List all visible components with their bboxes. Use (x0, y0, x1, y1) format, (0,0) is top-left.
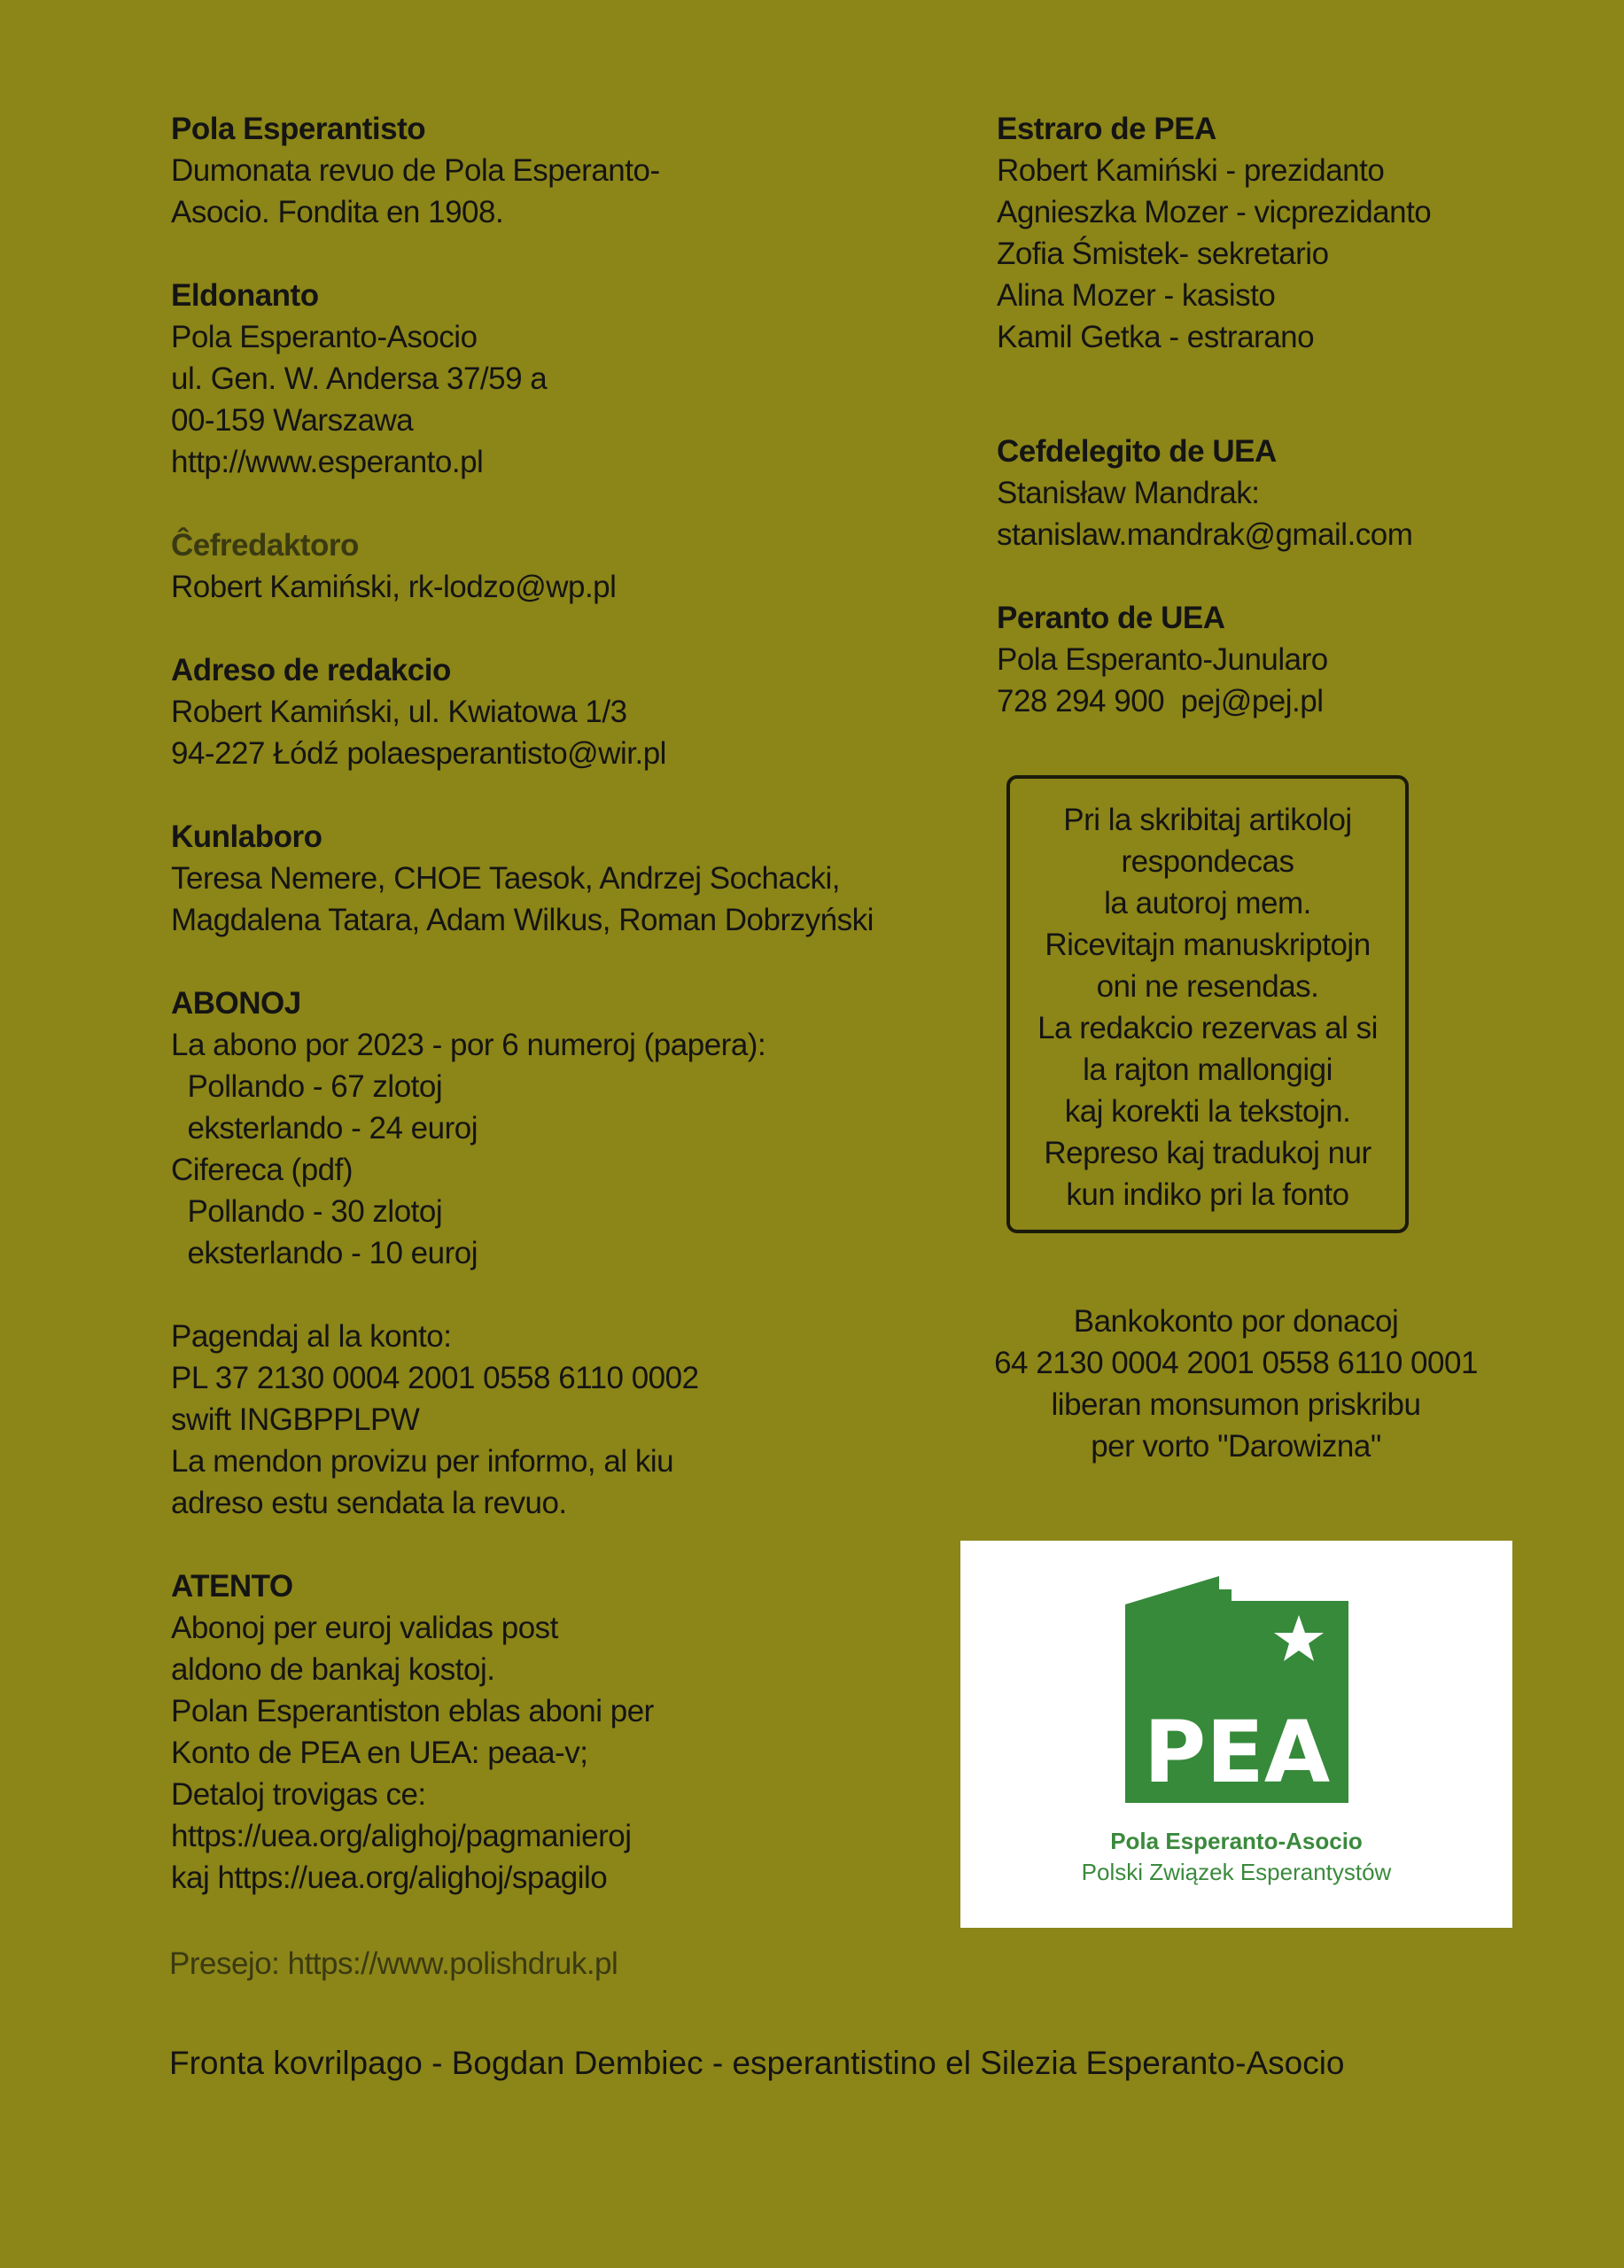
bank-line: Bankokonto por donacoj (1073, 1304, 1399, 1339)
magazine-title: Pola Esperantisto (171, 112, 426, 146)
board-section (997, 108, 1564, 358)
logo-org-name: Pola Esperanto-Asocio (1110, 1828, 1363, 1854)
subscriptions-heading: ABONOJ (171, 986, 301, 1021)
delegate-heading: Cefdelegito de UEA (997, 434, 1277, 469)
attention-section (171, 1565, 951, 1899)
publisher-line: ul. Gen. W. Andersa 37/59 a (171, 361, 548, 396)
collaborators-section (171, 816, 951, 941)
notice-line: kun indiko pri la fonto (1066, 1177, 1349, 1212)
board-member: Robert Kamiński - prezidanto (997, 153, 1385, 188)
publisher-section (171, 275, 951, 483)
publisher-line: 00-159 Warszawa (171, 403, 414, 438)
collaborators-line: Magdalena Tatara, Adam Wilkus, Roman Dobrzyński (171, 903, 874, 937)
masthead-line: Asocio. Fondita en 1908. (171, 195, 504, 229)
masthead-section (171, 108, 951, 233)
board-member: Kamil Getka - estrarano (997, 320, 1315, 354)
subscription-line: eksterlando - 10 euroj (171, 1236, 478, 1270)
subscription-line: La abono por 2023 - por 6 numeroj (papera): (171, 1028, 766, 1062)
subscription-line: Pollando - 30 zlotoj (171, 1194, 443, 1229)
delegate-section (997, 431, 1564, 555)
attention-line: Konto de PEA en UEA: peaa-v; (171, 1736, 588, 1770)
payment-line: Pagendaj al la konto: (171, 1319, 452, 1354)
payment-line: adreso estu sendata la revuo. (171, 1486, 567, 1520)
address-heading: Adreso de redakcio (171, 653, 451, 687)
subscription-line: Pollando - 67 zlotoj (171, 1069, 443, 1104)
delegate-line: Stanisław Mandrak: (997, 476, 1260, 510)
delegate-email: stanislaw.mandrak@gmail.com (997, 517, 1413, 552)
notice-line: Ricevitajn manuskriptojn (1045, 928, 1371, 962)
board-member: Alina Mozer - kasisto (997, 278, 1276, 313)
notice-line: La redakcio rezervas al si (1037, 1011, 1378, 1045)
cover-credit: Fronta kovrilpago - Bogdan Dembiec - esperantistino el Silezia Esperanto-Asocio (169, 2045, 1345, 2081)
peranto-line: Pola Esperanto-Junularo (997, 642, 1328, 677)
bank-line: per vorto "Darowizna" (1091, 1429, 1381, 1464)
payment-account: PL 37 2130 0004 2001 0558 6110 0002 (171, 1361, 699, 1395)
notice-line: la autoroj mem. (1104, 886, 1311, 920)
attention-line: Abonoj per euroj validas post (171, 1611, 558, 1645)
attention-line: Polan Esperantiston eblas aboni per (171, 1694, 654, 1728)
board-member: Agnieszka Mozer - vicprezidanto (997, 195, 1432, 229)
bank-line: liberan monsumon priskribu (1051, 1387, 1421, 1422)
peranto-contact: 728 294 900 pej@pej.pl (997, 684, 1324, 718)
board-heading: Estraro de PEA (997, 112, 1216, 146)
collaborators-heading: Kunlaboro (171, 819, 322, 854)
peranto-heading: Peranto de UEA (997, 601, 1225, 635)
editorial-notice-box (1006, 775, 1409, 1233)
bank-account-number: 64 2130 0004 2001 0558 6110 0001 (994, 1346, 1478, 1380)
payment-line: La mendon provizu per informo, al kiu (171, 1444, 674, 1479)
logo-org-subname: Polski Związek Esperantystów (1081, 1859, 1392, 1885)
board-member: Zofia Śmistek- sekretario (997, 237, 1329, 271)
subscriptions-section (171, 983, 951, 1274)
address-line: Robert Kamiński, ul. Kwiatowa 1/3 (171, 695, 627, 729)
right-column (997, 108, 1564, 722)
attention-line: aldono de bankaj kostoj. (171, 1652, 495, 1687)
peranto-section (997, 597, 1564, 722)
notice-line: la rajton mallongigi (1083, 1052, 1333, 1087)
payment-section (171, 1316, 951, 1524)
editor-heading: Ĉefredaktoro (171, 528, 359, 563)
editor-section (171, 524, 951, 608)
publisher-line: Pola Esperanto-Asocio (171, 320, 478, 354)
notice-line: kaj korekti la tekstojn. (1064, 1094, 1351, 1129)
address-section (171, 649, 951, 774)
payment-swift: swift INGBPPLPW (171, 1402, 420, 1437)
attention-link: https://uea.org/alighoj/pagmanieroj (171, 1819, 632, 1853)
subscription-line: Cifereca (pdf) (171, 1153, 354, 1187)
notice-line: respondecas (1121, 844, 1294, 879)
notice-line: oni ne resendas. (1096, 969, 1319, 1004)
subscription-line: eksterlando - 24 euroj (171, 1111, 478, 1146)
pea-logo-card (960, 1541, 1512, 1928)
attention-link: kaj https://uea.org/alighoj/spagilo (171, 1860, 608, 1895)
publisher-website: http://www.esperanto.pl (171, 445, 484, 479)
left-column (171, 108, 951, 1899)
masthead-line: Dumonata revuo de Pola Esperanto- (171, 153, 660, 188)
publisher-heading: Eldonanto (171, 278, 319, 313)
collaborators-line: Teresa Nemere, CHOE Taesok, Andrzej Sochacki, (171, 861, 840, 896)
logo-mark-text: PEA (1143, 1703, 1331, 1802)
printer-credit: Presejo: https://www.polishdruk.pl (169, 1946, 618, 1981)
address-line: 94-227 Łódź polaesperantisto@wir.pl (171, 736, 666, 771)
notice-line: Represo kaj tradukoj nur (1044, 1136, 1371, 1170)
editor-line: Robert Kamiński, rk-lodzo@wp.pl (171, 570, 617, 604)
attention-heading: ATENTO (171, 1569, 293, 1604)
attention-line: Detaloj trovigas ce: (171, 1777, 426, 1812)
notice-line: Pri la skribitaj artikoloj (1063, 803, 1352, 837)
donation-bank-account (983, 1301, 1488, 1467)
